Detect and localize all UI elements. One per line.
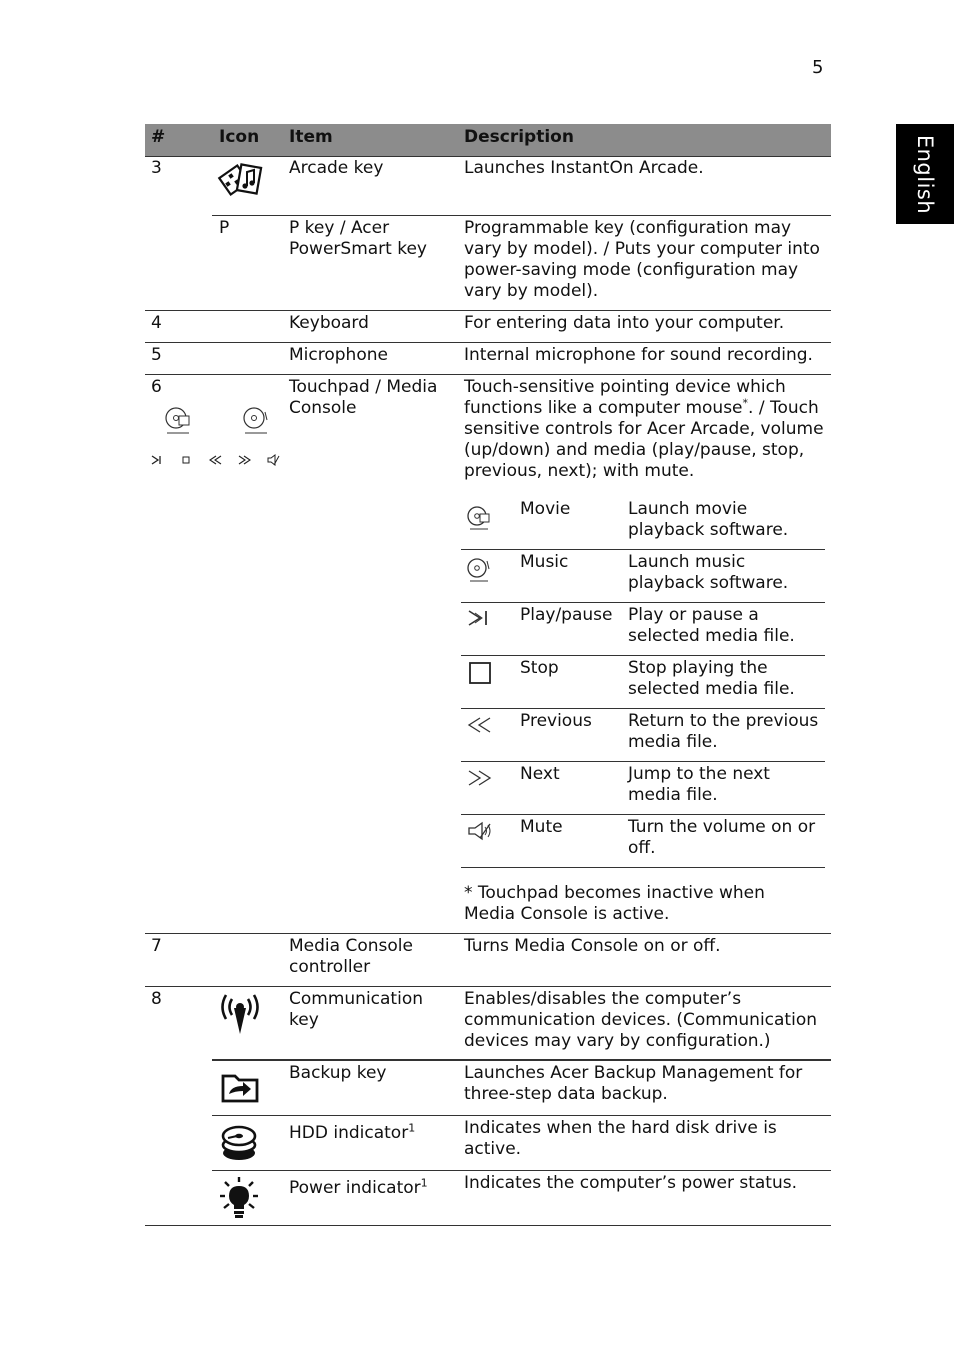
row-divider <box>145 342 831 343</box>
sub-row-divider <box>461 761 825 762</box>
next-icon <box>237 453 252 467</box>
media-control-description: Jump to the next media file. <box>628 764 770 805</box>
touchpad-item: Touchpad / Media Console <box>289 377 438 418</box>
communication-key-item: Communication key <box>289 989 423 1030</box>
media-console-description: Turns Media Console on or off. <box>464 936 721 956</box>
language-tab-label: English <box>913 134 938 214</box>
media-console-item: Media Console controller <box>289 936 413 977</box>
antenna-icon <box>217 992 263 1036</box>
backup-key-description: Launches Acer Backup Management for three-step data backup. <box>464 1063 803 1104</box>
row-divider <box>145 156 831 157</box>
p-key-icon-label: P <box>219 218 230 238</box>
header-icon: Icon <box>219 127 260 147</box>
movie-disc-icon <box>163 406 195 436</box>
media-control-description: Stop playing the selected media file. <box>628 658 795 699</box>
media-control-name: Next <box>520 764 560 784</box>
sub-row-divider <box>461 655 825 656</box>
hdd-indicator-label: HDD indicator <box>289 1123 409 1143</box>
media-control-description: Return to the previous media file. <box>628 711 819 752</box>
sub-row-divider <box>461 549 825 550</box>
hdd-indicator-description: Indicates when the hard disk drive is active. <box>464 1118 777 1159</box>
movie-disc-icon <box>466 505 494 531</box>
mute-icon <box>466 820 494 842</box>
media-control-name: Play/pause <box>520 605 613 625</box>
power-indicator-footnote-mark: 1 <box>420 1176 428 1190</box>
hdd-indicator-item <box>289 1123 454 1144</box>
previous-icon <box>208 453 223 467</box>
header-num: # <box>151 127 166 147</box>
media-control-description: Launch music playback software. <box>628 552 789 593</box>
row-divider <box>212 215 831 216</box>
media-control-name: Music <box>520 552 569 572</box>
power-bulb-icon <box>219 1176 259 1220</box>
keyboard-description: For entering data into your computer. <box>464 313 785 333</box>
row-divider <box>212 1115 831 1116</box>
arcade-key-icon <box>217 160 263 200</box>
stop-icon <box>467 661 493 685</box>
media-control-description: Play or pause a selected media file. <box>628 605 795 646</box>
stop-icon <box>179 453 194 467</box>
arcade-key-item: Arcade key <box>289 158 384 178</box>
p-key-description: Programmable key (configuration may vary by model). / Puts your computer into power-saving mode (configuration may vary by model). <box>464 218 820 301</box>
sub-row-divider <box>461 708 825 709</box>
sub-row-divider <box>461 602 825 603</box>
backup-icon <box>219 1070 261 1104</box>
play-pause-icon <box>150 453 165 467</box>
row-num-6: 6 <box>151 377 162 397</box>
row-divider <box>212 1059 831 1061</box>
backup-key-item: Backup key <box>289 1063 387 1083</box>
row-divider <box>145 933 831 934</box>
touchpad-footnote: * Touchpad becomes inactive when Media Console is active. <box>464 883 765 924</box>
communication-key-description: Enables/disables the computer’s communication devices. (Communication devices may vary by configuration.) <box>464 989 817 1051</box>
row-num-4: 4 <box>151 313 162 333</box>
previous-icon <box>466 714 494 736</box>
sub-row-divider <box>461 867 825 868</box>
header-description: Description <box>464 127 574 147</box>
row-num-7: 7 <box>151 936 162 956</box>
music-disc-icon <box>466 557 494 583</box>
next-icon <box>466 767 494 789</box>
row-divider <box>212 1170 831 1171</box>
arcade-key-description: Launches InstantOn Arcade. <box>464 158 704 178</box>
sub-row-divider <box>461 814 825 815</box>
power-indicator-label: Power indicator <box>289 1178 421 1198</box>
touchpad-description-asterisk: * <box>742 396 749 410</box>
row-num-5: 5 <box>151 345 162 365</box>
hdd-indicator-footnote-mark: 1 <box>408 1121 416 1135</box>
microphone-description: Internal microphone for sound recording. <box>464 345 813 365</box>
music-disc-icon <box>241 406 273 436</box>
power-indicator-item <box>289 1178 454 1199</box>
media-control-name: Movie <box>520 499 571 519</box>
media-control-description: Turn the volume on or off. <box>628 817 816 858</box>
media-control-name: Stop <box>520 658 559 678</box>
language-tab <box>896 124 954 224</box>
row-num-8: 8 <box>151 989 162 1009</box>
p-key-item: P key / Acer PowerSmart key <box>289 218 427 259</box>
header-item: Item <box>289 127 333 147</box>
row-divider <box>145 310 831 311</box>
media-control-description: Launch movie playback software. <box>628 499 789 540</box>
hdd-icon <box>220 1122 258 1162</box>
touchpad-description-part-a: Touch-sensitive pointing device which functions like a computer mouse <box>464 377 786 418</box>
media-control-name: Previous <box>520 711 592 731</box>
row-num-3: 3 <box>151 158 162 178</box>
row-divider <box>145 374 831 375</box>
media-console-icon-strip <box>150 453 281 467</box>
media-control-name: Mute <box>520 817 563 837</box>
power-indicator-description: Indicates the computer’s power status. <box>464 1173 797 1193</box>
play-pause-icon <box>466 607 494 629</box>
page-number: 5 <box>812 57 824 78</box>
table-bottom-border <box>145 1225 831 1226</box>
microphone-item: Microphone <box>289 345 388 365</box>
touchpad-description-part-b: . / Touch sensitive controls for Acer Arcade, volume (up/down) and media (play/pause, stop, previous, next); with mute. <box>464 398 824 481</box>
mute-icon <box>266 453 281 467</box>
touchpad-description <box>464 377 826 482</box>
row-divider <box>145 986 831 987</box>
keyboard-item: Keyboard <box>289 313 369 333</box>
